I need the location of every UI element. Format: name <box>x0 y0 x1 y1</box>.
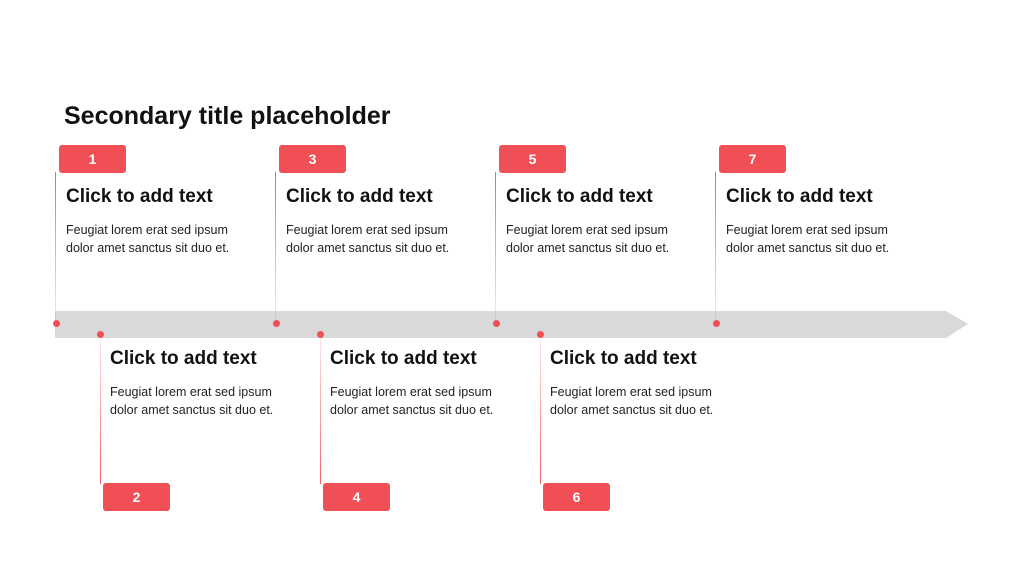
step-5-badge: 5 <box>499 145 566 173</box>
step-1-heading[interactable]: Click to add text <box>66 186 213 207</box>
step-2-marker <box>97 331 104 338</box>
step-5-connector <box>495 172 496 323</box>
step-6-marker <box>537 331 544 338</box>
step-7-badge: 7 <box>719 145 786 173</box>
step-1-body[interactable]: Feugiat lorem erat sed ipsum dolor amet sanctus sit duo et. <box>66 223 230 255</box>
step-4-heading[interactable]: Click to add text <box>330 348 477 369</box>
step-3-heading[interactable]: Click to add text <box>286 186 433 207</box>
step-2-badge: 2 <box>103 483 170 511</box>
step-6-heading[interactable]: Click to add text <box>550 348 697 369</box>
step-7-body[interactable]: Feugiat lorem erat sed ipsum dolor amet sanctus sit duo et. <box>726 223 890 255</box>
step-4-body[interactable]: Feugiat lorem erat sed ipsum dolor amet sanctus sit duo et. <box>330 385 494 417</box>
step-5-heading[interactable]: Click to add text <box>506 186 653 207</box>
step-3-badge: 3 <box>279 145 346 173</box>
slide-title[interactable]: Secondary title placeholder <box>64 102 391 130</box>
step-7-heading[interactable]: Click to add text <box>726 186 873 207</box>
step-6-body[interactable]: Feugiat lorem erat sed ipsum dolor amet sanctus sit duo et. <box>550 385 714 417</box>
step-5-marker <box>493 320 500 327</box>
step-1-badge: 1 <box>59 145 126 173</box>
step-6-badge: 6 <box>543 483 610 511</box>
step-3-marker <box>273 320 280 327</box>
step-7-connector <box>715 172 716 323</box>
step-4-marker <box>317 331 324 338</box>
step-7-marker <box>713 320 720 327</box>
step-2-connector <box>100 334 101 484</box>
step-2-body[interactable]: Feugiat lorem erat sed ipsum dolor amet sanctus sit duo et. <box>110 385 274 417</box>
step-4-badge: 4 <box>323 483 390 511</box>
step-1-connector <box>55 172 56 323</box>
step-3-body[interactable]: Feugiat lorem erat sed ipsum dolor amet sanctus sit duo et. <box>286 223 450 255</box>
step-2-heading[interactable]: Click to add text <box>110 348 257 369</box>
step-1-marker <box>53 320 60 327</box>
timeline-arrow-shape <box>55 311 968 338</box>
step-4-connector <box>320 334 321 484</box>
step-5-body[interactable]: Feugiat lorem erat sed ipsum dolor amet sanctus sit duo et. <box>506 223 670 255</box>
step-6-connector <box>540 334 541 484</box>
step-3-connector <box>275 172 276 323</box>
